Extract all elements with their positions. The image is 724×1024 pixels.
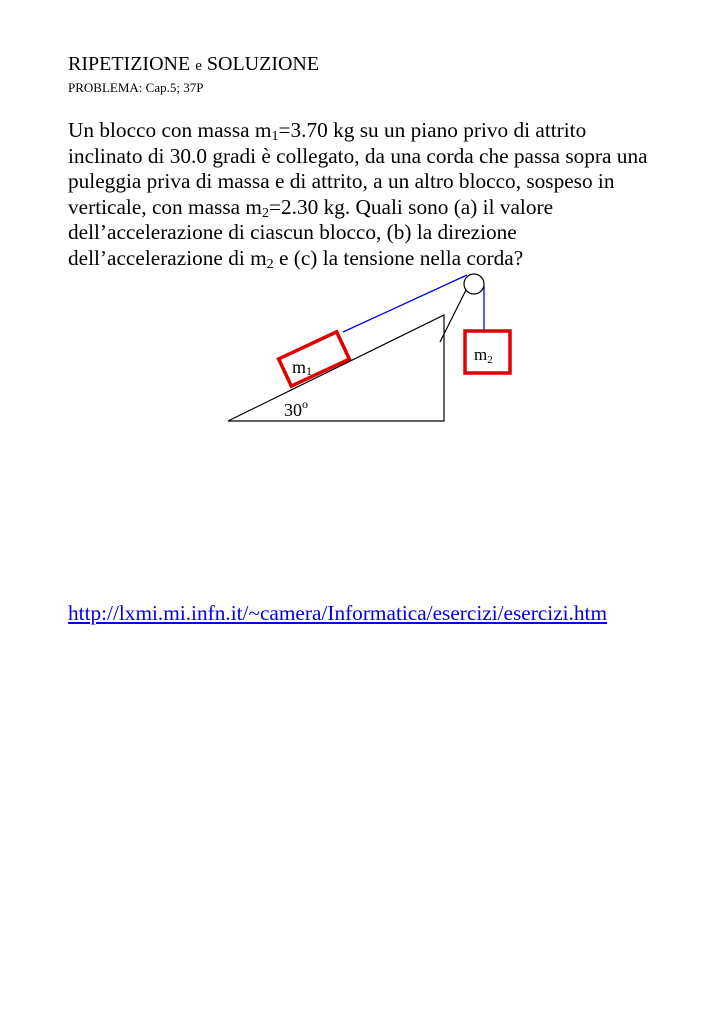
problem-line-2: inclinato di 30.0 gradi è collegato, da una corda che passa sopra una: [68, 143, 648, 168]
pulley: [464, 274, 484, 294]
problem-line-3: puleggia priva di massa e di attrito, a un altro blocco, sospeso in: [68, 169, 615, 194]
problem-line-4: verticale, con massa $m_2=2.30$ kg. Quali sono (a) il valore: [68, 194, 554, 221]
page-title: RIPETIZIONE e SOLUZIONE: [68, 53, 320, 75]
exercises-link[interactable]: http://lxmi.mi.infn.it/~camera/Informatica/esercizi/esercizi.htm: [68, 601, 608, 625]
block-m2-label: m2: [474, 345, 493, 366]
angle-label: 30$^o$: [284, 397, 308, 420]
problem-reference: PROBLEMA: Cap.5; 37P: [68, 80, 204, 95]
block-m2: [465, 331, 510, 373]
problem-line-1: Un blocco con massa $m_1=3.70$ kg su un piano privo di attrito: [68, 118, 587, 144]
problem-line-5: dell’accelerazione di ciascun blocco, (b) la direzione: [68, 220, 517, 245]
block-m1-label: m1: [292, 357, 313, 378]
rope-incline: [343, 275, 467, 332]
problem-line-6: dell’accelerazione di $m_2$ e (c) la tensione nella corda?: [68, 245, 524, 272]
